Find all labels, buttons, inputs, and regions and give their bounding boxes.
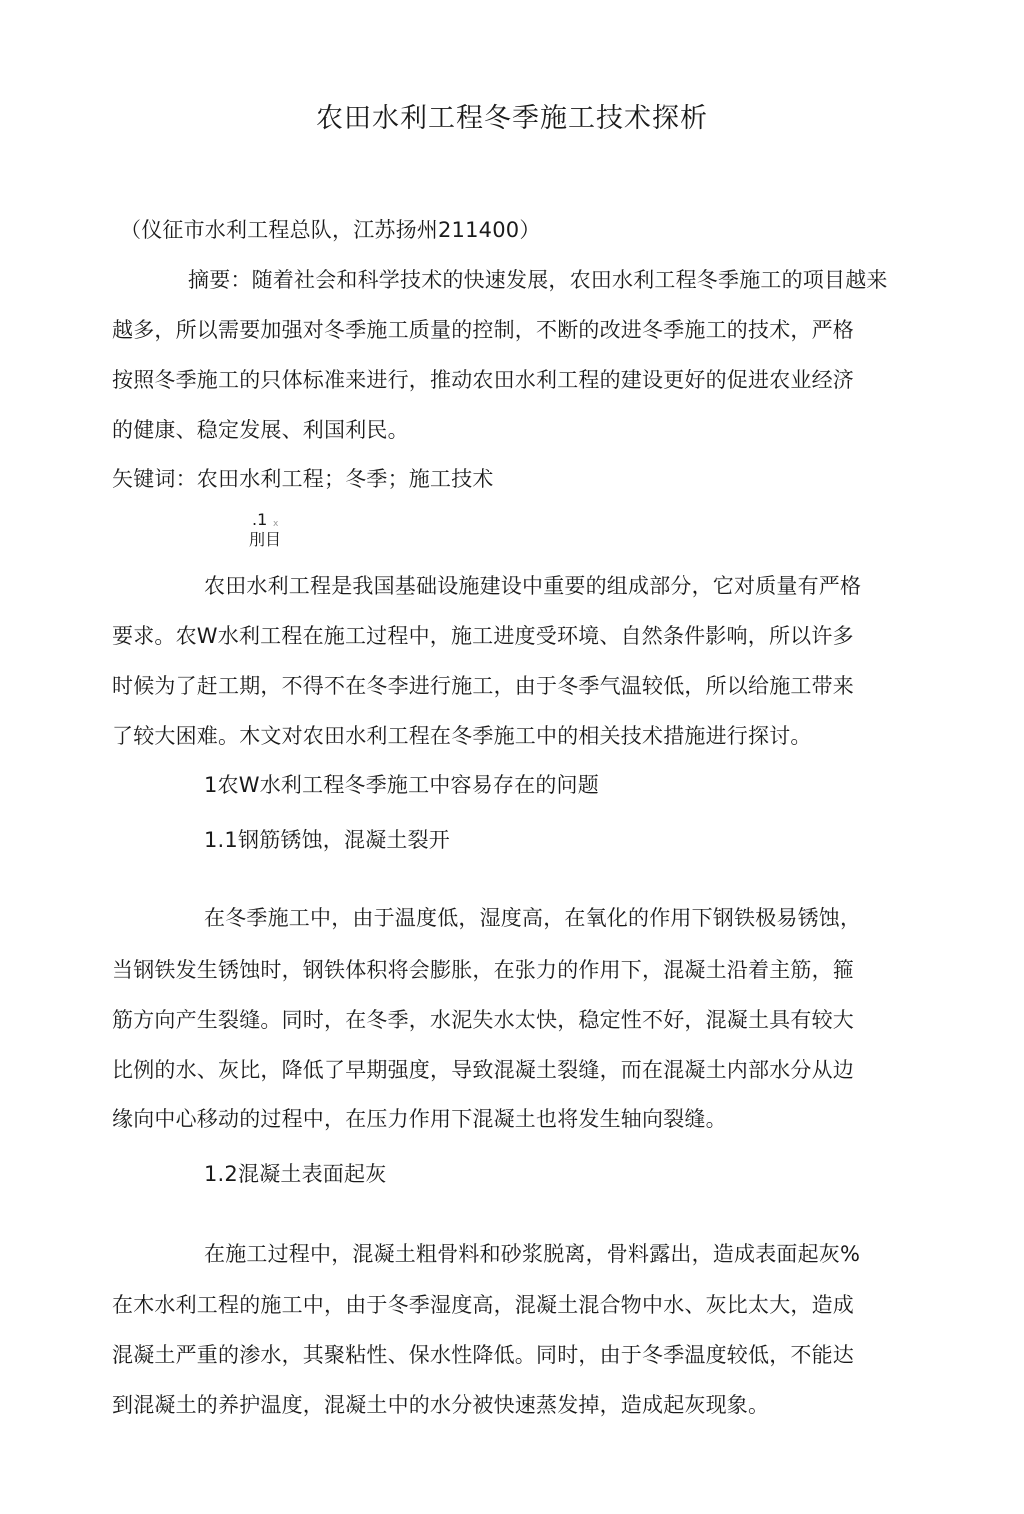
- section-1-2-line: 在施工过程中，混凝土粗骨料和砂浆脱离，骨料露出，造成表面起灰%: [204, 1242, 861, 1266]
- keywords-line: 矢键词：农田水利工程；冬季；施工技术: [112, 467, 494, 491]
- abstract-line: 按照冬季施工的只体标准来进行，推动农田水利工程的建设更好的促进农业经济: [112, 368, 854, 392]
- section-1-2-heading: 1.2混凝土表面起灰: [204, 1162, 387, 1186]
- section-1-1-line: 缘向中心移动的过程中，在压力作用下混凝土也将发生轴向裂缝。: [112, 1107, 727, 1131]
- section-1-heading: 1农W水利工程冬季施工中容易存在的问题: [204, 773, 599, 797]
- author-affiliation: （仪征市水利工程总队，江苏扬州211400）: [120, 218, 541, 242]
- section-1-2-line: 在木水利工程的施工中，由于冬季湿度高，混凝土混合物中水、灰比太大，造成: [112, 1293, 854, 1317]
- section-1-1-line: 在冬季施工中，由于温度低，湿度高，在氧化的作用下钢铁极易锈蚀，: [204, 906, 862, 930]
- section-number: .1: [252, 510, 268, 529]
- section-1-1-line: 筋方向产生裂缝。同时，在冬季，水泥失水太快，稳定性不好，混凝土具有较大: [112, 1008, 854, 1032]
- section-1-2-line: 到混凝土的养护温度，混凝土中的水分被快速蒸发掉，造成起灰现象。: [112, 1393, 770, 1417]
- abstract-line: 摘要：随着社会和科学技术的快速发展，农田水利工程冬季施工的项目越来: [188, 268, 888, 292]
- abstract-line: 的健康、稳定发展、利国利民。: [112, 418, 409, 442]
- section-1-1-line: 当钢铁发生锈蚀时，钢铁体积将会膨胀，在张力的作用下，混凝土沿着主筋，箍: [112, 958, 854, 982]
- section-1-1-heading: 1.1钢筋锈蚀，混凝土裂开: [204, 828, 450, 852]
- intro-line: 要求。农W水利工程在施工过程中，施工进度受环境、自然条件影响，所以许多: [112, 624, 854, 648]
- section-1-1-line: 比例的水、灰比，降低了早期强度，导致混凝土裂缝，而在混凝土内部水分从边: [112, 1058, 854, 1082]
- document-title: 农田水利工程冬季施工技术探析: [316, 103, 708, 134]
- intro-line: 农田水利工程是我国基础设施建设中重要的组成部分，它对质量有严格: [204, 574, 862, 598]
- section-mark: x: [273, 519, 279, 529]
- section-heading-intro: 刖目: [249, 530, 282, 549]
- intro-line: 时候为了赶工期，不得不在冬李进行施工，由于冬季气温较低，所以给施工带来: [112, 674, 854, 698]
- intro-line: 了较大困难。木文对农田水利工程在冬季施工中的相关技术措施进行探讨。: [112, 724, 812, 748]
- abstract-line: 越多，所以需要加强对冬季施工质量的控制，不断的改进冬季施工的技术，严格: [112, 318, 854, 342]
- section-1-2-line: 混凝土严重的渗水，其聚粘性、保水性降低。同时，由于冬季温度较低，不能达: [112, 1343, 854, 1367]
